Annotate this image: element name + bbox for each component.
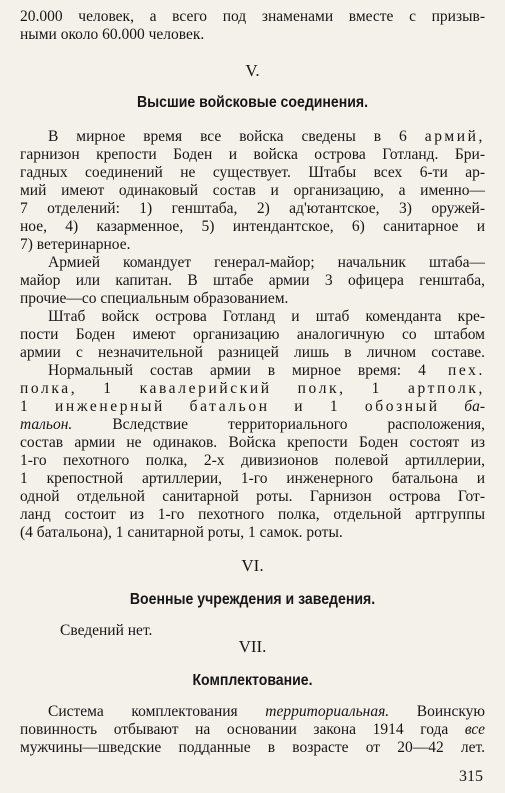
- text-line: 7 отделений: 1) генштаба, 2) ад'ютантское, 3) оружей-: [20, 200, 485, 217]
- text-line: [48, 128, 485, 146]
- text-line: [20, 721, 485, 739]
- text-line: гарнизон крепости Боден и войска острова Готланд. Бри-: [20, 146, 485, 163]
- text-line: состав армии не одинаков. Войска крепости Боден состоят из: [20, 434, 485, 451]
- text-line: пости Боден имеют организацию аналогичную со штабом: [20, 326, 485, 343]
- text-run: Воинскую: [389, 703, 485, 720]
- text-line: [48, 362, 485, 380]
- text-run: повинность отбывают на основании закона 1914 года: [20, 721, 465, 738]
- italic-text: территориальная.: [265, 703, 390, 720]
- spaced-text: 4 пех.: [418, 362, 485, 379]
- text-line: гадных соединений не существует. Штабы всех 6-ти ар-: [20, 164, 485, 181]
- text-run: Вследствие территориального расположения,: [72, 416, 485, 433]
- section-title: Комплектование.: [192, 672, 313, 689]
- text-line: ными около 60.000 человек.: [20, 26, 205, 43]
- spaced-text-line: полка, 1 кавалерийский полк, 1 артполк,: [20, 380, 485, 397]
- italic-text: ба-: [464, 398, 485, 415]
- text-line: мий имеют одинаковый состав и организацию, а именно—: [20, 182, 485, 199]
- text-line: [20, 398, 485, 416]
- section-numeral: VII.: [238, 637, 267, 656]
- section-title: Высшие войсковые соединения.: [136, 94, 369, 111]
- italic-text: тальон.: [20, 416, 73, 433]
- section-numeral: V.: [245, 61, 260, 80]
- text-line: [20, 416, 485, 434]
- text-run: Система комплектования: [48, 703, 266, 720]
- text-line: [48, 703, 485, 721]
- text-line: прочие—со специальным образованием.: [20, 290, 289, 307]
- section-title: Военные учреждения и заведения.: [129, 591, 376, 608]
- page-number: 315: [459, 768, 483, 785]
- text-run: В мирное время все войска сведены в 6: [48, 128, 425, 145]
- text-line: одной отдельной санитарной роты. Гарнизон острова Гот-: [20, 488, 485, 505]
- text-run: Нормальный состав армии в мирное время:: [48, 362, 419, 379]
- text-line: 1 крепостной артиллерии, 1-го инженерного батальона и: [20, 470, 485, 487]
- spaced-text: армий,: [424, 128, 485, 145]
- text-line: армии с незначительной разницей лишь в личном составе.: [20, 344, 485, 361]
- spaced-text: 1 инженерный батальон и 1 обозный: [20, 398, 465, 415]
- section-numeral: VI.: [241, 556, 264, 575]
- text-line: 20.000 человек, а всего под знаменами вместе с призыв-: [20, 8, 485, 25]
- text-line: майор или капитан. В штабе армии 3 офицера генштаба,: [20, 272, 485, 289]
- text-line: Штаб войск острова Готланд и штаб коменданта кре-: [48, 308, 485, 325]
- text-line: ланд состоит из 1-го пехотного полка, отдельной артгруппы: [20, 506, 485, 523]
- text-line: мужчины—шведские подданные в возрасте от 20—42 лет.: [20, 739, 485, 756]
- text-line: 1-го пехотного полка, 2-х дивизионов полевой артиллерии,: [20, 452, 485, 469]
- text-line: Сведений нет.: [60, 622, 153, 639]
- text-line: Армией командует генерал-майор; начальник штаба—: [48, 254, 485, 271]
- text-line: 7) ветеринарное.: [20, 236, 131, 253]
- text-line: (4 батальона), 1 санитарной роты, 1 самок. роты.: [20, 524, 343, 541]
- text-line: ное, 4) казарменное, 5) интендантское, 6) санитарное и: [20, 218, 485, 235]
- italic-text: все: [464, 721, 485, 738]
